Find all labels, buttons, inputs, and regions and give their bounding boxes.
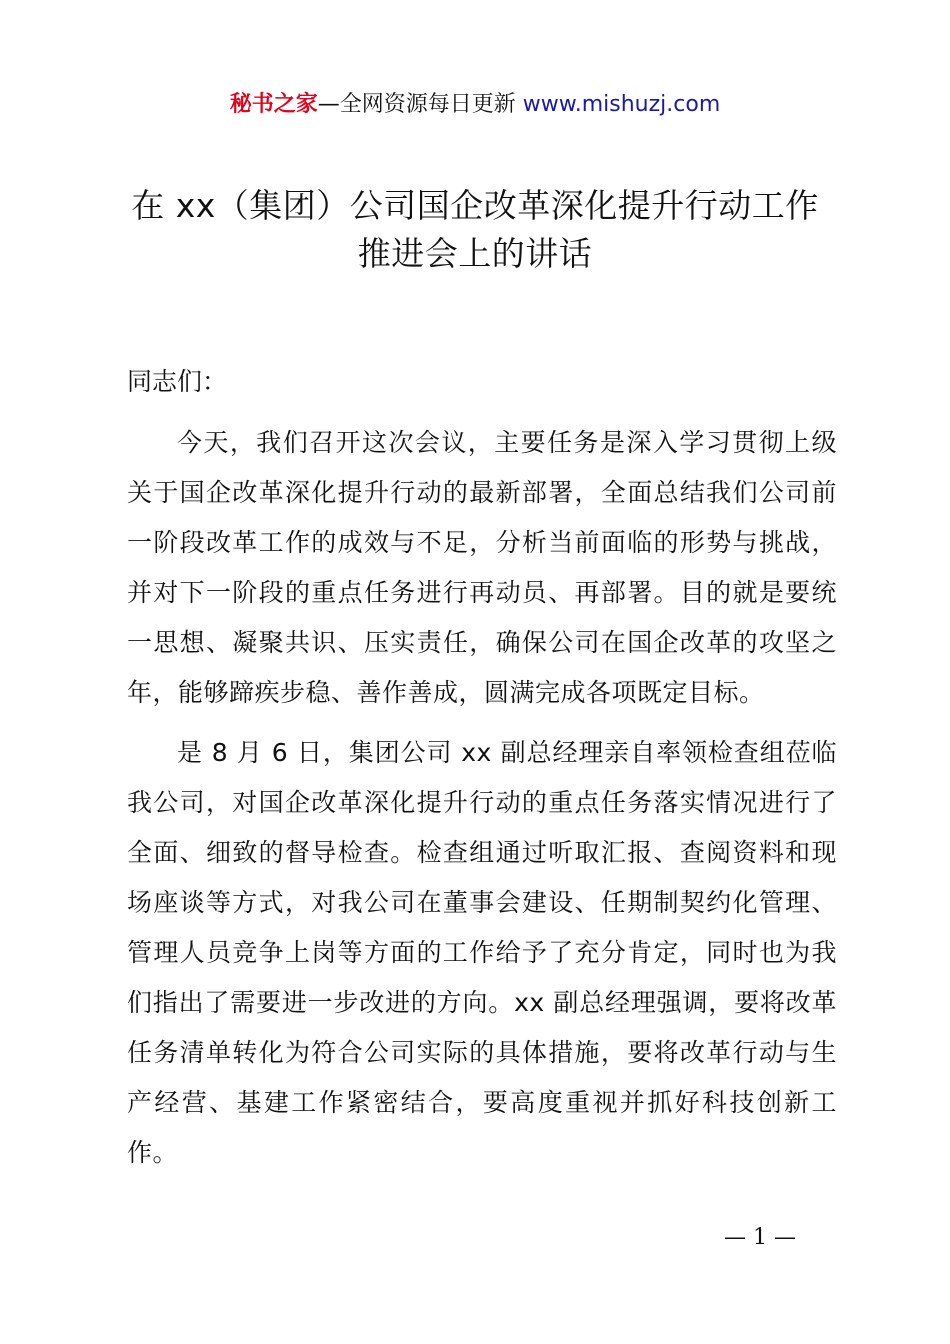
body-paragraph: 是 8 月 6 日，集团公司 xx 副总经理亲自率领检查组莅临我公司，对国企改革深化提升行动的重点任务落实情况进行了全面、细致的督导检查。检查组通过听取汇报、查阅资料和现场座谈等方式，对我公司在董事会建设、任期制契约化管理、管理人员竞争上岗等方面的工作给予了充分肯定，同时也为我们指出了需要进一步改进的方向。xx 副总经理强调，要将改革任务清单转化为符合公司实际的具体措施，要将改革行动与生产经营、基建工作紧密结合，要高度重视并抓好科技创新工作。 xyxy=(127,738,837,1167)
site-header xyxy=(0,88,950,122)
site-url-link[interactable]: www.mishuzj.com xyxy=(522,92,721,117)
body-paragraph: 今天，我们召开这次会议，主要任务是深入学习贯彻上级关于国企改革深化提升行动的最新部署，全面总结我们公司前一阶段改革工作的成效与不足，分析当前面临的形势与挑战，并对下一阶段的重点任务进行再动员、再部署。目的就是要统一思想、凝聚共识、压实责任，确保公司在国企改革的攻坚之年，能够蹄疾步稳、善作善成，圆满完成各项既定目标。 xyxy=(127,428,837,707)
site-tagline: —全网资源每日更新 xyxy=(317,92,523,117)
document-title: 在 xx（集团）公司国企改革深化提升行动工作推进会上的讲话 xyxy=(131,186,819,273)
page-number: — 1 — xyxy=(724,1225,796,1250)
site-brand: 秘书之家 xyxy=(229,92,318,117)
salutation: 同志们： xyxy=(127,367,228,396)
